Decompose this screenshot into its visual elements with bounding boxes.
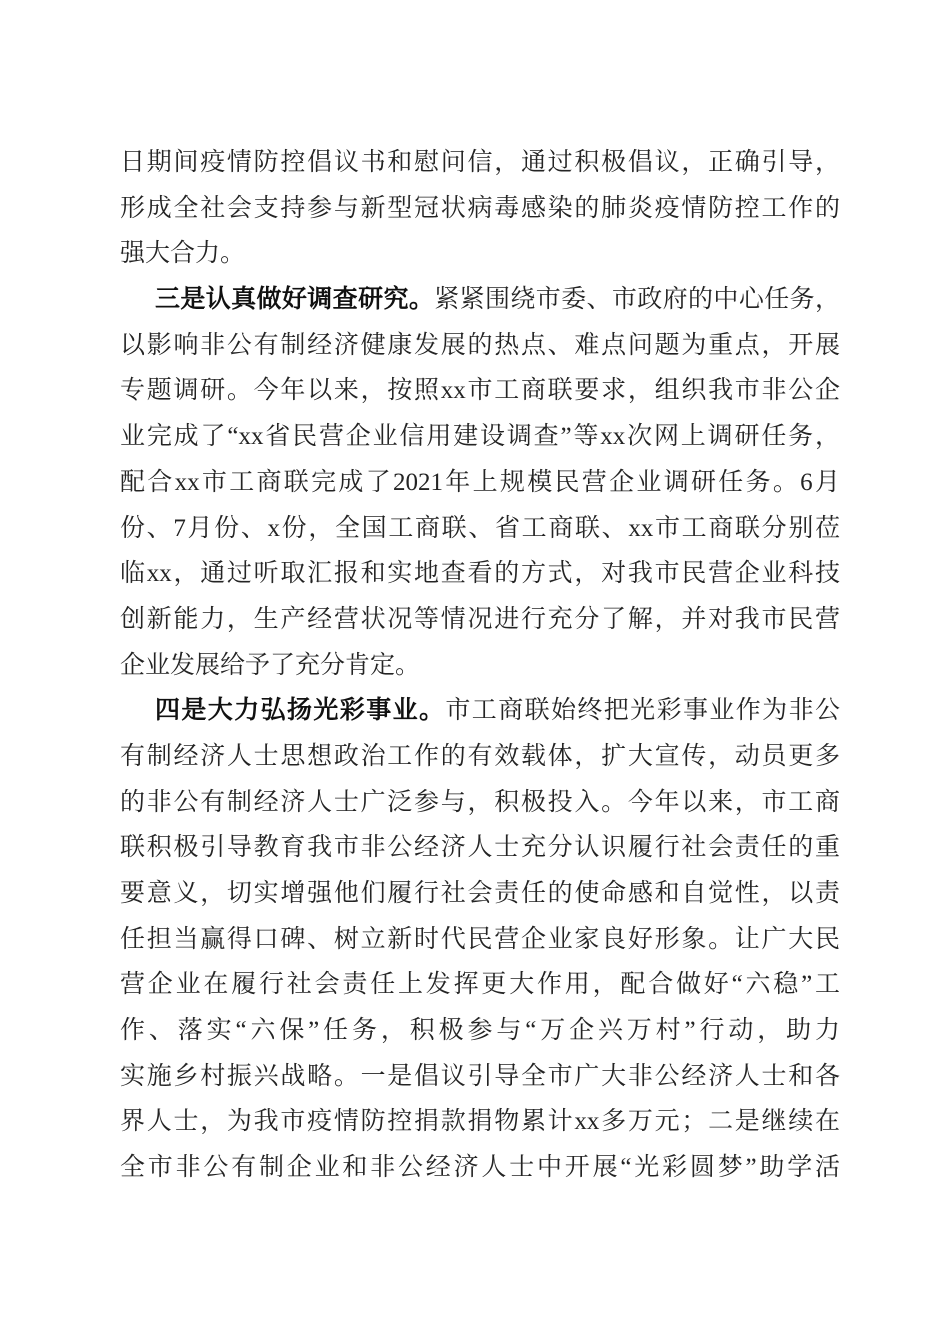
text-line xyxy=(120,780,840,826)
line-text: 营企业在履行社会责任上发挥更大作用，配合做好“六稳”工 xyxy=(120,971,840,999)
line-text: 配合xx市工商联完成了2021年上规模民营企业调研任务。6月 xyxy=(120,468,840,496)
text-line xyxy=(120,551,840,597)
line-text: 临xx，通过听取汇报和实地查看的方式，对我市民营企业科技 xyxy=(120,560,840,588)
text-line xyxy=(120,506,840,552)
line-text: 任担当赢得口碑、树立新时代民营企业家良好形象。让广大民 xyxy=(120,925,840,953)
text-line xyxy=(120,597,840,643)
text-line xyxy=(120,962,840,1008)
line-text: 业完成了“xx省民营企业信用建设调查”等xx次网上调研任务， xyxy=(120,423,840,451)
text-line xyxy=(120,917,840,963)
line-text: 专题调研。今年以来，按照xx市工商联要求，组织我市非公企 xyxy=(120,377,840,405)
text-line xyxy=(120,414,840,460)
line-text: 市工商联始终把光彩事业作为非公 xyxy=(445,697,840,725)
text-line xyxy=(120,1054,840,1100)
text-line xyxy=(120,1008,840,1054)
line-text: 创新能力，生产经营状况等情况进行充分了解，并对我市民营 xyxy=(120,605,840,633)
text-line xyxy=(120,277,840,323)
text-line xyxy=(120,140,840,186)
line-text: 要意义，切实增强他们履行社会责任的使命感和自觉性，以责 xyxy=(120,880,840,907)
line-text: 以影响非公有制经济健康发展的热点、难点问题为重点，开展 xyxy=(120,331,840,359)
text-line xyxy=(120,460,840,506)
text-line xyxy=(120,871,840,917)
line-text: 有制经济人士思想政治工作的有效载体，扩大宣传，动员更多 xyxy=(120,742,840,770)
text-line xyxy=(120,688,840,734)
line-text: 全市非公有制企业和非公经济人士中开展“光彩圆梦”助学活 xyxy=(120,1154,840,1182)
document-text-block xyxy=(120,140,840,1191)
line-text: 界人士，为我市疫情防控捐款捐物累计xx多万元；二是继续在 xyxy=(120,1108,840,1136)
line-text: 的非公有制经济人士广泛参与，积极投入。今年以来，市工商 xyxy=(120,788,840,816)
text-line xyxy=(120,1145,840,1191)
text-line xyxy=(120,323,840,369)
text-line xyxy=(120,734,840,780)
line-text: 实施乡村振兴战略。一是倡议引导全市广大非公经济人士和各 xyxy=(120,1062,840,1090)
line-text: 企业发展给予了充分肯定。 xyxy=(120,651,421,679)
text-line xyxy=(120,825,840,871)
line-text: 形成全社会支持参与新型冠状病毒感染的肺炎疫情防控工作的 xyxy=(120,194,840,222)
text-line xyxy=(120,643,840,689)
paragraph-lead: 三是认真做好调查研究。 xyxy=(155,286,435,314)
text-line xyxy=(120,186,840,232)
line-text: 强大合力。 xyxy=(120,240,246,268)
line-text: 日期间疫情防控倡议书和慰问信，通过积极倡议，正确引导， xyxy=(120,149,840,176)
text-line xyxy=(120,1099,840,1145)
line-text: 联积极引导教育我市非公经济人士充分认识履行社会责任的重 xyxy=(120,834,840,862)
line-text: 紧紧围绕市委、市政府的中心任务， xyxy=(434,286,840,314)
line-text: 作、落实“六保”任务，积极参与“万企兴万村”行动，助力 xyxy=(120,1017,840,1045)
text-line xyxy=(120,231,840,277)
text-line xyxy=(120,368,840,414)
line-text: 份、7月份、x份，全国工商联、省工商联、xx市工商联分别莅 xyxy=(120,514,840,542)
paragraph-lead: 四是大力弘扬光彩事业。 xyxy=(155,697,446,725)
